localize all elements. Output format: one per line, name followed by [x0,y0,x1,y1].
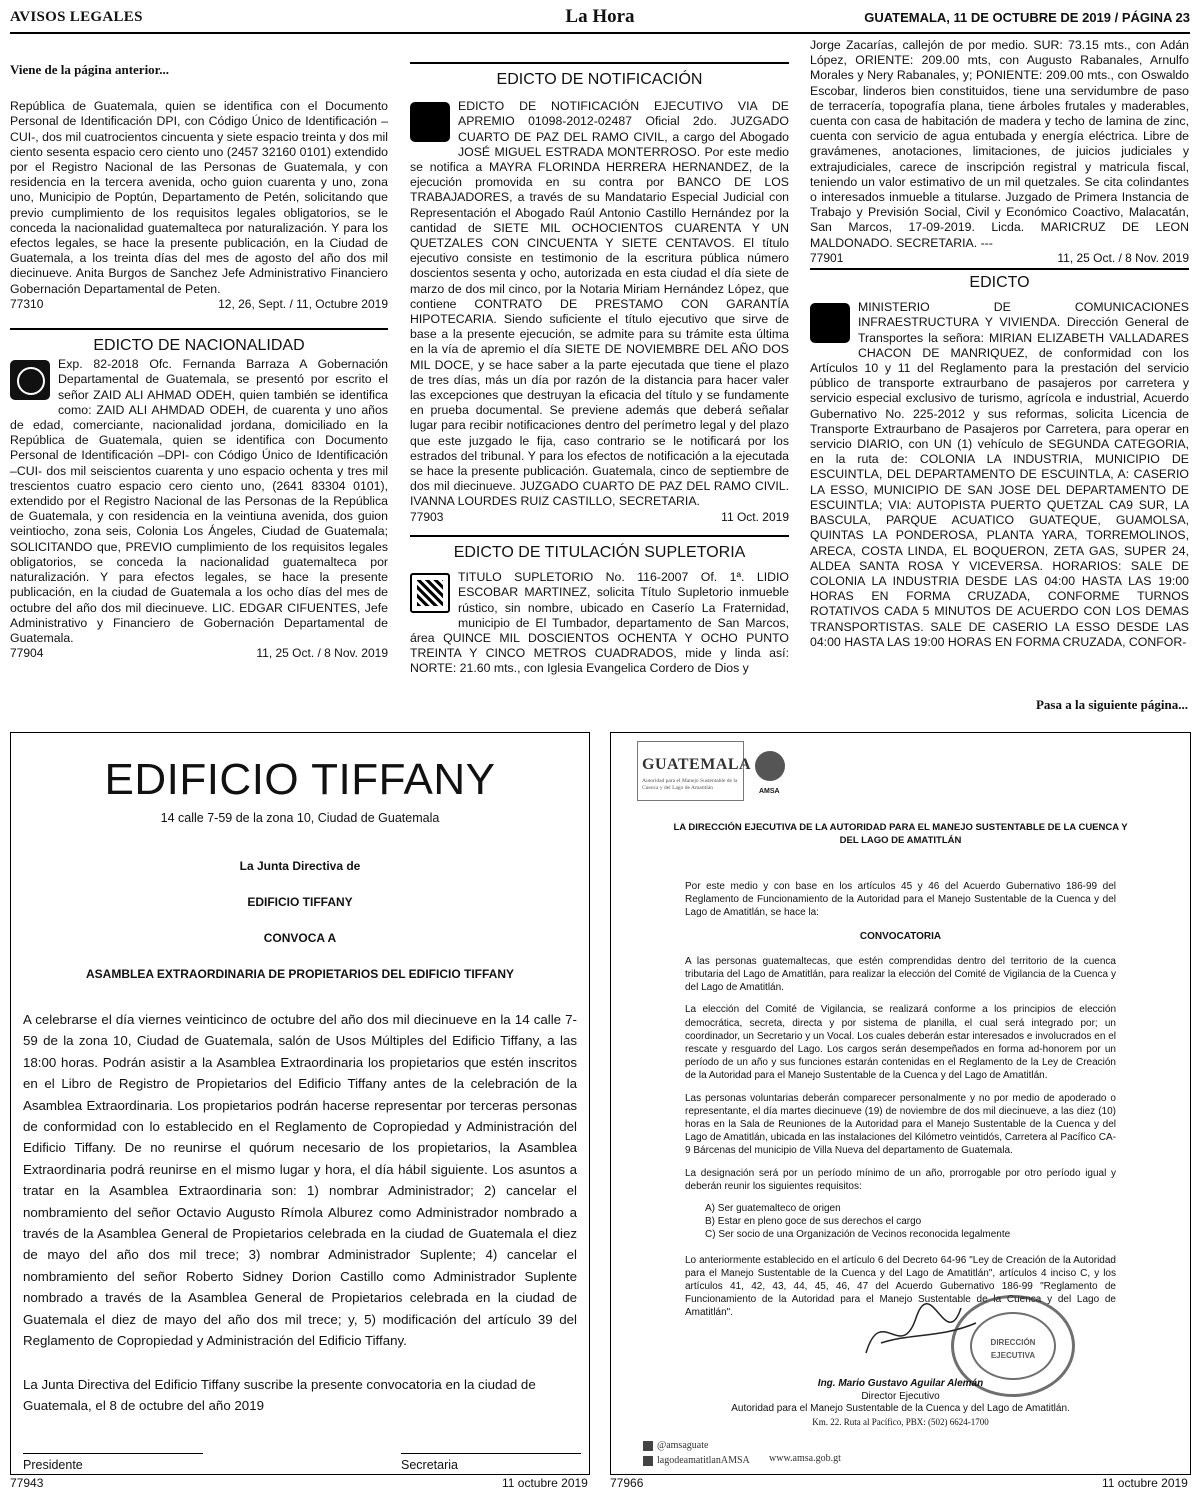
ad-line: CONVOCA A [263,931,337,945]
lake-map-icon [755,751,785,781]
notice-footer [10,646,388,661]
ad-closing: La Junta Directiva del Edificio Tiffany suscribe la presente convocatoria en la ciudad de Guatemala, el 8 de octubre del año 2019 [23,1376,536,1413]
notice-ref: 77901 [810,250,844,265]
notice-text: Exp. 82-2018 Ofc. Fernanda Barraza A Gobernación Departamental de Guatemala, se presentó por escrito el señor ZAID ALI AHMAD ODEH, quien también se identifica como: ZAID ALI AHMDAD ODEH, de cuarenta y uno años de edad, comerciante, nacionalidad jordana, domiciliado en la República de Guatemala, quien se identifica con Documento Personal de Identificación –DPI- con Código Único de Identificación –CUI- dos mil seiscientos cuarenta y uno espacio ochenta y tres mil trescientos cuatro espacio cero ciento uno, (2641 83304 0101), extendido por el Registro Nacional de las Personas de la República de Guatemala, y con residencia en la veintiuna avenida, dos guion veintiocho, zona seis, Colonia Los Ángeles, Ciudad de Guatemala; SOLICITANDO que, PREVIO cumplimiento de los requisitos legales obligatorios, se conceda la nacionalidad guatemalteca por naturalización. Y para efectos legales, se hace la presente publicación, en la ciudad de Guatemala a los ocho días del mes de octubre del año dos mil diecinueve. LIC. EDGAR CIFUENTES, Jefe Administrativo y Financiero de Gobernación Departamental de Guatemala. [10,357,388,645]
ad-line: La Junta Directiva de [239,859,361,873]
paragraph: Lo anteriormente establecido en el artículo 6 del Decreto 64-96 "Ley de Creación de la Autoridad para el Manejo Sustentable de la Cuenca y del Lago de Amatitlán", artículos 4 inciso C, y los artículos 41, 42, 43, 44, 45, 46, 47 del Acuerdo Gubernativo 186-99 "Reglamento de Funcionamiento de la Autoridad para el Manejo Sustentable de la Cuenca y del Lago de Amatitlán". [685,1254,1116,1319]
notice-text: República de Guatemala, quien se identifica con el Documento Personal de Identificación DPI, con Código Único de Identificación –CUI-, dos mil cuatrocientos cincuenta y siete espacio treinta y dos mil ciento sesenta espacio cero ciento uno (2457 32160 0101) extendido por el Registro Nacional de las Personas de Guatemala, y con residencia en la tercera avenida, ocho guion cuarenta y uno, zona uno, Municipio de Poptún, Departamento de Petén, solicitando que previo cumplimiento de los requisitos legales obligatorios, se le conceda la nacionalidad guatemalteca por naturalización. Y para los efectos legales, se hace la presente publicación, en la Ciudad de Guatemala, a los treinta días del mes de agosto del año dos mil diecinueve. Anita Burgos de Sanchez Jefe Administrativo Financiero Gobernación Departamental de Peten. [10,99,388,296]
section-name: AVISOS LEGALES [10,9,143,25]
notice-icon [410,102,450,142]
signature-secretary: Secretaria [401,1453,581,1472]
ad-ref: 77943 [10,1476,44,1490]
notice-text: EDICTO DE NOTIFICACIÓN EJECUTIVO VIA DE APREMIO 01098-2012-02487 Oficial 2do. JUZGADO CUARTO DE PAZ DEL RAMO CIVIL, a cargo del Abogado JOSÉ MIGUEL ESTRADA MONTERROSO. Por este medio se notifica a MAYRA FLORINDA HERRERA HERNANDEZ, de la ejecución promovida en su contra por BANCO DE LOS TRABAJADORES, a través de su Mandatario Especial Judicial con Representación el Abogado Raúl Antonio Castillo Hernández por la cantidad de SIETE MIL OCHOCIENTOS CUARENTA Y UN QUETZALES CON CINCUENTA Y SIETE CENTAVOS. El título ejecutivo consiste en testimonio de la escritura pública número doscientos sesenta y ocho, autorizada en esta ciudad el día siete de marzo de dos mil cinco, por la Notaria Miriam Hernández López, que contiene CONTRATO DE PRESTAMO CON GARANTÍA HIPOTECARIA. Siendo suficiente el título ejecutivo que sirve de base a la presente ejecución, se admite para su trámite esta última en la vía de apremio el día SIETE DE NOVIEMBRE DEL AÑO DOS MIL DOCE, y se hace saber a la parte ejecutada que tiene el plazo de tres días, más un día por razón de la distancia para hacer valer las excepciones que destruyan la eficacia del título y se fundamente en prueba documental. Se previene además que deberá señalar lugar para recibir notificaciones dentro del perímetro legal y del plazo que este juzgado le fija, caso contrario se le notificará por los estrados del tribunal. Y para los efectos de notificación a la ejecutada se hace la presente publicación. Guatemala, cinco de septiembre de dos mil diecinueve. JUZGADO CUARTO DE PAZ DEL RAMO CIVIL. IVANNA LOURDES RUIZ CASTILLO, SECRETARIA. [410,99,789,509]
logo-title: GUATEMALA [642,756,752,773]
amsa-address: Km. 22. Ruta al Pacífico, PBX: (502) 6624-1700 [812,1417,989,1427]
notice-icon [810,303,850,343]
requirements-list [705,1202,1116,1242]
notice-dates: 11, 25 Oct. / 8 Nov. 2019 [256,646,388,661]
requirement-item: A) Ser guatemalteco de origen [705,1203,841,1215]
amsa-body [685,880,1116,1329]
section-title: EDICTO DE NACIONALIDAD [10,328,388,357]
ad-title: EDIFICIO TIFFANY [104,755,496,804]
notice [410,570,789,676]
notice-ref: 77310 [10,296,44,311]
social-links [643,1438,750,1468]
notice-text: TITULO SUPLETORIO No. 116-2007 Of. 1ª. LIDIO ESCOBAR MARTINEZ, solicita Título Supletorio inmueble rústico, sin nombre, ubicado en Caserío La Fraternidad, municipio de El Tumbador, departamento de San Marcos, área QUINCE MIL DOSCIENTOS OCHENTA Y OCHO PUNTO TREINTA Y CINCO METROS CUADRADOS, mide y linda así: NORTE: 21.60 mts., con Iglesia Evangelica Cordero de Dios y [410,570,789,676]
signatory-role: Director Ejecutivo [861,1390,940,1402]
page-date: GUATEMALA, 11 DE OCTUBRE DE 2019 / PÁGINA 23 [864,10,1190,25]
section-title: EDICTO DE NOTIFICACIÓN [410,62,789,91]
ad-ref: 77966 [610,1476,644,1490]
column-3 [810,38,1189,650]
notice [410,99,789,509]
twitter-icon [643,1441,653,1451]
ad-body: A celebrarse el día viernes veinticinco de octubre del año dos mil diecinueve en la 14 calle 7-59 de la zona 10, Ciudad de Guatemala, salón de Usos Múltiples del Edificio Tiffany, a las 18:00 horas. Podrán asistir a la Asamblea Extraordinaria los propietarios que estén inscritos en el Libro de Registro de Propietarios del Edificio Tiffany antes de la celebración de la Asamblea Extraordinaria. Los propietarios podrán hacerse representar por terceras personas de conformidad con lo establecido en el Reglamento de Copropiedad y Administración del Edificio Tiffany. De no reunirse el quórum necesario de los propietarios, la Asamblea Extraordinaria podrá reunirse en el mismo lugar y hora, el día hábil siguiente. Los asuntos a tratar en la Asamblea Extraordinaria son: 1) nombrar Administrador; 2) cancelar el nombramiento del señor Octavio Augusto Rímola Alburez como Administrador nombrado a través de la Asamblea General de Propietarios celebrada en la ciudad de Guatemala el diez de mayo del año dos mil trece; 3) nombrar Administrador Suplente; 4) cancelar el nombramiento del señor Roberto Sidney Dorion Castillo como Administrador Suplente nombrado a través de la Asamblea General de Propietarios celebrada en la ciudad de Guatemala el diez de mayo del año dos mil trece; y, 5) modificación del artículo 39 del Reglamento de Copropiedad y Administración del Edificio Tiffany. [23,1012,577,1349]
globe-icon [10,360,50,400]
paragraph: La elección del Comité de Vigilancia, se realizará conforme a los principios de elección democrática, secreta, directa y por sistema de planilla, el cual será integrado por; un coordinador, un Secretario y un Vocal. Los cuales deberán estar interesados e involucrados en el rescate y resguardo del Lago. Los cargos serán desempeñados en forma ad-honorem por un período de un año y sus funciones estarán contenidas en el Reglamento de la Ley de Creación de la Autoridad para el Manejo Sustentable de la Cuenca y del Lago de Amatitlán. [685,1004,1116,1082]
amsa-title: LA DIRECCIÓN EJECUTIVA DE LA AUTORIDAD PARA EL MANEJO SUSTENTABLE DE LA CUENCA Y DEL LAGO DE AMATITLÁN [673,822,1128,846]
ad-date: 11 octubre 2019 [1102,1476,1188,1490]
notice [810,300,1189,650]
section-title: EDICTO [810,268,1189,294]
paragraph: La designación será por un período mínimo de un año, prorrogable por otro período igual y deberán reunir los siguientes requisitos: [685,1167,1116,1192]
continued-label: Viene de la página anterior... [10,62,170,77]
paragraph: Las personas voluntarias deberán comparecer personalmente y no por medio de apoderado o representante, el día martes diecinueve (19) de noviembre de dos mil diecinueve, a las diez (10) horas en la Sala de Reuniones de la Autoridad para el Manejo Sustentable de la Cuenca y del Lago de Amatitlán, ubicada en las instalaciones del Kilómetro veintidós, Carretera al Pacífico CA-9 Bárcenas del municipio de Villa Nueva del departamento de Guatemala. [685,1092,1116,1157]
newspaper-logo: La Hora [565,6,635,27]
signatory-block [611,1378,1190,1416]
amsa-label: AMSA [759,788,780,795]
amsa-notice [610,732,1191,1475]
website: www.amsa.gob.gt [769,1453,841,1464]
column-2 [410,62,789,677]
notice-text: MINISTERIO DE COMUNICACIONES INFRAESTRUCTURA Y VIVIENDA. Dirección General de Transportes la señora: MIRIAN ELIZABETH VALLADARES CHACON DE MANRIQUEZ, de conformidad con los Artículos 10 y 11 del Reglamento para la prestación del servicio público de transporte extraurbano de pasajeros por carretera y servicio especial exclusivo de turismo, agrícola e industrial, Acuerdo Gubernativo No. 225-2012 y sus reformas, solicita Licencia de Transporte Extraurbano de Pasajeros por Carretera, para operar en servicio DIARIO, con UN (1) vehículo de SEGUNDA CATEGORIA, en la ruta de: COLONIA LA INDUSTRIA, MUNICIPIO DE ESCUINTLA, DEL DEPARTAMENTO DE ESCUINTLA, A: CASERIO LA ESSO, MUNICIPIO DE SAN JOSE DEL DEPARTAMENTO DE ESCUINTLA; VIA: AUTOPISTA PUERTO QUETZAL CA9 SUR, LA BASCULA, PARQUE ACUATICO GUATEQUE, GUAMOLSA, QUINTAS LA PONDEROSA, PLANTA YARA, TORREMOLINOS, ARECA, COSTA LINDA, EL BOQUERON, ZETA GAS, SUPER 24, ALDEA SANTA ROSA Y VICEVERSA. HORARIOS: SALE DE COLONIA LA INDUSTRIA DESDE LAS 04:00 HASTA LAS 19:00 HORAS EN FORMA CRUZADA, CONFORME TURNOS ROTATIVOS CADA 5 MINUTOS DE ACUERDO CON LOS DEMAS TRANSPORTISTAS. SALE DE CASERIO LA ESSO DESDE LAS 04:00 HASTA LAS 19:00 HORAS EN FORMA CRUZADA, CONFOR- [810,300,1189,649]
notice-dates: 11, 25 Oct. / 8 Nov. 2019 [1057,250,1189,265]
paragraph: A las personas guatemaltecas, que estén comprendidas dentro del territorio de la cuenca tributaria del Lago de Amatitlán, para realizar la elección del Comité de Vigilancia de la Cuenca y del Lago de Amatitlán. [685,955,1116,994]
page-header [10,6,1190,34]
amsa-logo [747,745,797,797]
logo-subtitle: Autoridad para el Manejo Sustentable de la Cuenca y del Lago de Amatitlán [642,778,738,791]
tiffany-notice [10,732,590,1475]
notice-dates: 11 Oct. 2019 [721,509,789,524]
ad-line: ASAMBLEA EXTRAORDINARIA DE PROPIETARIOS DEL EDIFICIO TIFFANY [85,967,515,981]
notice [10,357,388,646]
guatemala-logo [637,741,752,801]
next-page-label: Pasa a la siguiente página... [1035,697,1188,712]
notice-footer [410,510,789,525]
convocatoria-heading: CONVOCATORIA [859,930,942,942]
twitter-handle: @amsaguate [657,1440,709,1451]
facebook-icon [643,1456,653,1466]
ad-line: EDIFICIO TIFFANY [247,895,353,909]
column-1 [10,36,388,661]
facebook-handle: lagodeamatitlanAMSA [657,1455,750,1466]
ad-address: 14 calle 7-59 de la zona 10, Ciudad de Guatemala [160,811,440,825]
notice-text: Jorge Zacarías, callejón de por medio. SUR: 73.15 mts., con Adán López, ORIENTE: 209.00 mts, con Augusto Rabanales, Arnulfo Morales y Nery Rabanales, y; PONIENTE: 209.00 mts., con Oswaldo Escobar, linderos bien constituidos, tiene una servidumbre de paso de terracería, topografía plana, tiene árboles frutales y maderables, cuenta con casa de habitación de madera y techo de lamina de zinc, cuenta con servicio de agua entubada y energía eléctrica. Libre de gravámenes, anotaciones, limitaciones, de juicios judiciales y extrajudiciales, carece de inscripción registral y matricula fiscal, teniendo un valor estimativo de un mil quetzales. Se cita colindantes o interesados inmueble a titularse. Juzgado de Primera Instancia de Trabajo y Previsión Social, Civil y Económico Coactivo, Malacatán, San Marcos, 17-09-2019. Licda. MARICRUZ DE LEON MALDONADO. SECRETARIA. --- [810,38,1189,250]
paragraph: Por este medio y con base en los artículos 45 y 46 del Acuerdo Gubernativo 186-99 del Reglamento de Funcionamiento de la Autoridad para el Manejo Sustentable de la Cuenca y del Lago de Amatitlán, se hace la: [685,881,1116,919]
notice-footer [10,297,388,312]
document-icon [410,573,450,613]
signatory-org: Autoridad para el Manejo Sustentable de la Cuenca y del Lago de Amatitlán. [731,1403,1070,1414]
notice-dates: 12, 26, Sept. / 11, Octubre 2019 [218,296,388,311]
requirement-item: C) Ser socio de una Organización de Vecinos reconocida legalmente [705,1229,1011,1241]
stamp-text: DIRECCIÓN EJECUTIVA [990,1338,1036,1361]
notice-ref: 77903 [410,509,444,524]
section-title: EDICTO DE TITULACIÓN SUPLETORIA [410,535,789,564]
notice-footer [810,251,1189,266]
signatory-name: Ing. Mario Gustavo Aguilar Alemán [817,1378,984,1389]
notice-ref: 77904 [10,646,44,661]
signature-president: Presidente [23,1453,203,1472]
ad-date: 11 octubre 2019 [502,1476,588,1490]
requirement-item: B) Estar en pleno goce de sus derechos el cargo [705,1216,922,1228]
